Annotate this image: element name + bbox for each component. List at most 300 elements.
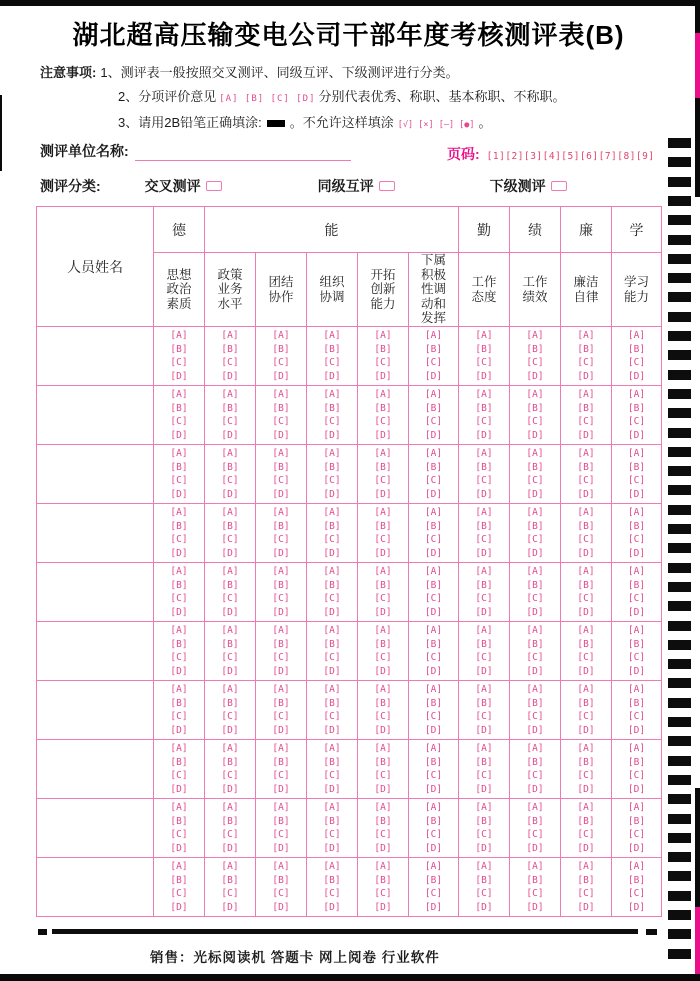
option-bubble[interactable]: [C] <box>424 711 443 722</box>
name-cell[interactable] <box>37 799 154 858</box>
option-bubble[interactable]: [A] <box>221 389 239 400</box>
option-bubble[interactable]: [B] <box>374 461 392 473</box>
option-bubble[interactable]: [C] <box>323 593 341 604</box>
option-bubble[interactable]: [C] <box>374 534 392 545</box>
option-bubble[interactable]: [D] <box>323 665 341 677</box>
option-bubble[interactable]: [A] <box>526 389 544 400</box>
option-bubble[interactable]: [A] <box>374 684 392 695</box>
option-bubble[interactable]: [B] <box>170 461 188 473</box>
option-bubble[interactable]: [C] <box>323 652 341 663</box>
option-bubble[interactable]: [B] <box>475 520 493 532</box>
option-bubble[interactable]: [B] <box>475 402 493 414</box>
option-bubble[interactable]: [D] <box>526 547 544 559</box>
option-bubble[interactable]: [C] <box>475 475 493 486</box>
option-bubble[interactable]: [B] <box>577 756 595 768</box>
option-bubble[interactable]: [B] <box>221 874 239 886</box>
option-bubble[interactable]: [D] <box>272 665 290 677</box>
option-bubble[interactable]: [C] <box>323 888 341 899</box>
option-bubble[interactable]: [C] <box>272 357 290 368</box>
option-bubble[interactable]: [B] <box>424 579 443 591</box>
option-bubble[interactable]: [D] <box>526 606 544 618</box>
option-bubble[interactable]: [D] <box>374 901 392 913</box>
option-bubble[interactable]: [B] <box>577 402 595 414</box>
option-bubble[interactable]: [A] <box>475 684 493 695</box>
option-bubble[interactable]: [B] <box>475 461 493 473</box>
option-bubble[interactable]: [D] <box>170 606 188 618</box>
option-bubble[interactable]: [D] <box>526 901 544 913</box>
name-cell[interactable] <box>37 504 154 563</box>
option-bubble[interactable]: [B] <box>374 874 392 886</box>
option-bubble[interactable]: [B] <box>221 343 239 355</box>
classification-option-subordinate[interactable] <box>490 176 567 196</box>
option-bubble[interactable]: [B] <box>424 520 443 532</box>
option-bubble[interactable]: [B] <box>424 815 443 827</box>
option-bubble[interactable]: [A] <box>526 566 544 577</box>
option-bubble[interactable]: [C] <box>424 829 443 840</box>
option-bubble[interactable]: [A] <box>577 566 595 577</box>
option-bubble[interactable]: [D] <box>374 370 392 382</box>
option-bubble[interactable]: [A] <box>424 389 443 400</box>
option-bubble[interactable]: [D] <box>323 370 341 382</box>
option-bubble[interactable]: [A] <box>475 330 493 341</box>
option-bubble[interactable]: [B] <box>170 874 188 886</box>
option-bubble[interactable]: [D] <box>526 370 544 382</box>
option-bubble[interactable]: [A] <box>221 566 239 577</box>
option-bubble[interactable]: [C] <box>577 357 595 368</box>
option-bubble[interactable]: [A] <box>374 330 392 341</box>
option-bubble[interactable]: [D] <box>475 665 493 677</box>
option-bubble[interactable]: [C] <box>374 711 392 722</box>
option-bubble[interactable]: [A] <box>221 507 239 518</box>
option-bubble[interactable]: [D] <box>323 842 341 854</box>
option-bubble[interactable]: [C] <box>526 416 544 427</box>
option-bubble[interactable]: [B] <box>526 815 544 827</box>
option-bubble[interactable]: [C] <box>374 829 392 840</box>
option-bubble[interactable]: [D] <box>221 724 239 736</box>
option-bubble[interactable]: [D] <box>526 665 544 677</box>
option-bubble[interactable]: [D] <box>577 488 595 500</box>
name-cell[interactable] <box>37 740 154 799</box>
option-bubble[interactable]: [C] <box>374 888 392 899</box>
option-bubble[interactable]: [B] <box>323 874 341 886</box>
option-bubble[interactable]: [A] <box>577 802 595 813</box>
option-bubble[interactable]: [B] <box>170 520 188 532</box>
option-bubble[interactable]: [C] <box>475 652 493 663</box>
option-bubble[interactable]: [D] <box>221 429 239 441</box>
option-bubble[interactable]: [D] <box>627 370 646 382</box>
option-bubble[interactable]: [A] <box>323 566 341 577</box>
option-bubble[interactable]: [D] <box>170 429 188 441</box>
name-cell[interactable] <box>37 563 154 622</box>
option-bubble[interactable]: [D] <box>577 665 595 677</box>
option-bubble[interactable]: [A] <box>577 389 595 400</box>
option-bubble[interactable]: [C] <box>627 534 646 545</box>
option-bubble[interactable]: [D] <box>627 783 646 795</box>
option-bubble[interactable]: [A] <box>374 389 392 400</box>
option-bubble[interactable]: [A] <box>272 861 290 872</box>
option-bubble[interactable]: [C] <box>272 711 290 722</box>
option-bubble[interactable]: [A] <box>272 743 290 754</box>
option-bubble[interactable]: [D] <box>272 842 290 854</box>
option-bubble[interactable]: [A] <box>424 448 443 459</box>
option-bubble[interactable]: [D] <box>627 665 646 677</box>
option-bubble[interactable]: [C] <box>627 770 646 781</box>
option-bubble[interactable]: [B] <box>526 638 544 650</box>
option-bubble[interactable]: [C] <box>526 475 544 486</box>
option-bubble[interactable]: [A] <box>272 330 290 341</box>
option-bubble[interactable]: [C] <box>374 416 392 427</box>
option-bubble[interactable]: [D] <box>374 783 392 795</box>
option-bubble[interactable]: [A] <box>323 802 341 813</box>
option-bubble[interactable]: [B] <box>221 579 239 591</box>
option-bubble[interactable]: [C] <box>424 888 443 899</box>
option-bubble[interactable]: [A] <box>170 389 188 400</box>
option-bubble[interactable]: [A] <box>221 684 239 695</box>
option-bubble[interactable]: [B] <box>526 461 544 473</box>
option-bubble[interactable]: [C] <box>526 770 544 781</box>
option-bubble[interactable]: [B] <box>475 638 493 650</box>
option-bubble[interactable]: [A] <box>526 743 544 754</box>
option-bubble[interactable]: [D] <box>627 724 646 736</box>
option-bubble[interactable]: [D] <box>272 370 290 382</box>
option-bubble[interactable]: [C] <box>170 593 188 604</box>
option-bubble[interactable]: [B] <box>627 520 646 532</box>
option-bubble[interactable]: [A] <box>323 389 341 400</box>
option-bubble[interactable]: [C] <box>424 357 443 368</box>
option-bubble[interactable]: [D] <box>170 901 188 913</box>
option-bubble[interactable]: [C] <box>627 711 646 722</box>
option-bubble[interactable]: [D] <box>424 429 443 441</box>
option-bubble[interactable]: [A] <box>627 802 646 813</box>
option-bubble[interactable]: [D] <box>323 429 341 441</box>
option-bubble[interactable]: [B] <box>577 520 595 532</box>
option-bubble[interactable]: [A] <box>475 625 493 636</box>
option-bubble[interactable]: [A] <box>323 448 341 459</box>
option-bubble[interactable]: [A] <box>424 625 443 636</box>
option-bubble[interactable]: [B] <box>526 697 544 709</box>
option-bubble[interactable]: [D] <box>577 606 595 618</box>
option-bubble[interactable]: [D] <box>374 606 392 618</box>
option-bubble[interactable]: [D] <box>627 901 646 913</box>
option-bubble[interactable]: [B] <box>424 697 443 709</box>
option-bubble[interactable]: [A] <box>577 448 595 459</box>
option-bubble[interactable]: [B] <box>627 461 646 473</box>
option-bubble[interactable]: [B] <box>577 697 595 709</box>
option-bubble[interactable]: [A] <box>475 802 493 813</box>
option-bubble[interactable]: [B] <box>424 874 443 886</box>
option-bubble[interactable]: [A] <box>424 330 443 341</box>
option-bubble[interactable]: [A] <box>221 448 239 459</box>
option-bubble[interactable]: [B] <box>170 343 188 355</box>
option-bubble[interactable]: [C] <box>627 888 646 899</box>
option-bubble[interactable]: [C] <box>323 711 341 722</box>
option-bubble[interactable]: [B] <box>627 638 646 650</box>
option-bubble[interactable]: [D] <box>577 724 595 736</box>
option-bubble[interactable]: [D] <box>374 724 392 736</box>
option-bubble[interactable]: [A] <box>170 861 188 872</box>
option-bubble[interactable]: [A] <box>170 507 188 518</box>
option-bubble[interactable]: [B] <box>272 461 290 473</box>
option-bubble[interactable]: [B] <box>272 697 290 709</box>
option-bubble[interactable]: [C] <box>577 652 595 663</box>
option-bubble[interactable]: [C] <box>627 416 646 427</box>
name-cell[interactable] <box>37 445 154 504</box>
option-bubble[interactable]: [B] <box>424 638 443 650</box>
option-bubble[interactable]: [D] <box>424 488 443 500</box>
option-bubble[interactable]: [B] <box>475 756 493 768</box>
option-bubble[interactable]: [A] <box>221 743 239 754</box>
option-bubble[interactable]: [A] <box>374 448 392 459</box>
option-bubble[interactable]: [A] <box>424 507 443 518</box>
option-bubble[interactable]: [C] <box>323 357 341 368</box>
option-bubble[interactable]: [A] <box>323 743 341 754</box>
option-bubble[interactable]: [A] <box>627 507 646 518</box>
option-bubble[interactable]: [C] <box>526 593 544 604</box>
option-bubble[interactable]: [D] <box>424 606 443 618</box>
option-bubble[interactable]: [D] <box>323 724 341 736</box>
option-bubble[interactable]: [B] <box>526 756 544 768</box>
option-bubble[interactable]: [A] <box>221 802 239 813</box>
option-bubble[interactable]: [A] <box>526 507 544 518</box>
option-bubble[interactable]: [C] <box>221 829 239 840</box>
option-bubble[interactable]: [D] <box>272 724 290 736</box>
option-bubble[interactable]: [B] <box>424 461 443 473</box>
option-bubble[interactable]: [C] <box>475 829 493 840</box>
option-bubble[interactable]: [D] <box>577 547 595 559</box>
classification-option-cross[interactable] <box>145 176 222 196</box>
option-bubble[interactable]: [C] <box>221 416 239 427</box>
option-bubble[interactable]: [D] <box>170 783 188 795</box>
option-bubble[interactable]: [C] <box>424 475 443 486</box>
option-bubble[interactable]: [A] <box>627 861 646 872</box>
classification-option-peer[interactable] <box>318 176 395 196</box>
option-bubble[interactable]: [C] <box>323 534 341 545</box>
option-bubble[interactable]: [C] <box>170 711 188 722</box>
option-bubble[interactable]: [A] <box>475 566 493 577</box>
option-bubble[interactable]: [B] <box>221 520 239 532</box>
option-bubble[interactable]: [C] <box>475 357 493 368</box>
option-bubble[interactable]: [A] <box>627 684 646 695</box>
option-bubble[interactable]: [C] <box>627 829 646 840</box>
option-bubble[interactable]: [B] <box>221 461 239 473</box>
option-bubble[interactable]: [A] <box>323 861 341 872</box>
option-bubble[interactable]: [A] <box>475 861 493 872</box>
option-bubble[interactable]: [D] <box>323 488 341 500</box>
option-bubble[interactable]: [D] <box>577 370 595 382</box>
option-bubble[interactable]: [A] <box>526 330 544 341</box>
option-bubble[interactable]: [B] <box>272 579 290 591</box>
option-bubble[interactable]: [D] <box>170 842 188 854</box>
option-bubble[interactable]: [C] <box>221 888 239 899</box>
option-bubble[interactable]: [A] <box>170 448 188 459</box>
option-bubble[interactable]: [D] <box>526 783 544 795</box>
option-bubble[interactable]: [B] <box>170 579 188 591</box>
option-bubble[interactable]: [C] <box>526 534 544 545</box>
option-bubble[interactable]: [A] <box>627 566 646 577</box>
option-bubble[interactable]: [B] <box>475 697 493 709</box>
option-bubble[interactable]: [C] <box>577 416 595 427</box>
option-bubble[interactable]: [C] <box>170 475 188 486</box>
option-bubble[interactable]: [A] <box>526 802 544 813</box>
option-bubble[interactable]: [C] <box>374 593 392 604</box>
option-bubble[interactable]: [C] <box>475 593 493 604</box>
option-bubble[interactable]: [C] <box>272 888 290 899</box>
option-bubble[interactable]: [B] <box>374 697 392 709</box>
option-bubble[interactable]: [B] <box>170 402 188 414</box>
option-bubble[interactable]: [A] <box>170 684 188 695</box>
option-bubble[interactable]: [B] <box>272 756 290 768</box>
option-bubble[interactable]: [B] <box>374 815 392 827</box>
option-bubble[interactable]: [B] <box>424 402 443 414</box>
option-bubble[interactable]: [D] <box>424 547 443 559</box>
option-bubble[interactable]: [C] <box>323 829 341 840</box>
option-bubble[interactable]: [D] <box>221 901 239 913</box>
option-bubble[interactable]: [A] <box>221 625 239 636</box>
option-bubble[interactable]: [B] <box>323 579 341 591</box>
option-bubble[interactable]: [C] <box>221 770 239 781</box>
option-bubble[interactable]: [A] <box>374 625 392 636</box>
option-bubble[interactable]: [D] <box>170 488 188 500</box>
option-bubble[interactable]: [A] <box>323 330 341 341</box>
option-bubble[interactable]: [A] <box>374 566 392 577</box>
option-bubble[interactable]: [C] <box>475 770 493 781</box>
option-bubble[interactable]: [D] <box>475 901 493 913</box>
option-bubble[interactable]: [C] <box>475 888 493 899</box>
option-bubble[interactable]: [A] <box>170 566 188 577</box>
option-bubble[interactable]: [D] <box>221 783 239 795</box>
option-bubble[interactable]: [D] <box>323 606 341 618</box>
option-bubble[interactable]: [C] <box>526 888 544 899</box>
option-bubble[interactable]: [A] <box>577 330 595 341</box>
option-bubble[interactable]: [D] <box>577 901 595 913</box>
subordinate-eval-checkbox[interactable] <box>551 181 567 191</box>
option-bubble[interactable]: [C] <box>526 357 544 368</box>
option-bubble[interactable]: [B] <box>323 697 341 709</box>
option-bubble[interactable]: [A] <box>475 507 493 518</box>
option-bubble[interactable]: [C] <box>526 711 544 722</box>
name-cell[interactable] <box>37 622 154 681</box>
option-bubble[interactable]: [A] <box>170 330 188 341</box>
option-bubble[interactable]: [A] <box>424 684 443 695</box>
option-bubble[interactable]: [C] <box>577 770 595 781</box>
option-bubble[interactable]: [D] <box>627 429 646 441</box>
option-bubble[interactable]: [D] <box>374 842 392 854</box>
option-bubble[interactable]: [A] <box>627 389 646 400</box>
option-bubble[interactable]: [B] <box>221 402 239 414</box>
option-bubble[interactable]: [A] <box>577 684 595 695</box>
option-bubble[interactable]: [C] <box>424 593 443 604</box>
option-bubble[interactable]: [B] <box>170 638 188 650</box>
option-bubble[interactable]: [D] <box>374 665 392 677</box>
option-bubble[interactable]: [C] <box>627 652 646 663</box>
option-bubble[interactable]: [A] <box>424 743 443 754</box>
option-bubble[interactable]: [D] <box>272 488 290 500</box>
option-bubble[interactable]: [B] <box>627 402 646 414</box>
option-bubble[interactable]: [C] <box>170 357 188 368</box>
option-bubble[interactable]: [C] <box>577 475 595 486</box>
option-bubble[interactable]: [B] <box>627 874 646 886</box>
option-bubble[interactable]: [B] <box>577 343 595 355</box>
option-bubble[interactable]: [A] <box>526 861 544 872</box>
option-bubble[interactable]: [A] <box>272 802 290 813</box>
option-bubble[interactable]: [D] <box>526 724 544 736</box>
option-bubble[interactable]: [D] <box>577 783 595 795</box>
option-bubble[interactable]: [D] <box>424 724 443 736</box>
option-bubble[interactable]: [C] <box>374 475 392 486</box>
option-bubble[interactable]: [C] <box>221 652 239 663</box>
option-bubble[interactable]: [A] <box>526 448 544 459</box>
option-bubble[interactable]: [B] <box>424 343 443 355</box>
option-bubble[interactable]: [B] <box>170 756 188 768</box>
option-bubble[interactable]: [A] <box>221 330 239 341</box>
option-bubble[interactable]: [D] <box>475 842 493 854</box>
option-bubble[interactable]: [C] <box>272 534 290 545</box>
option-bubble[interactable]: [D] <box>577 429 595 441</box>
option-bubble[interactable]: [C] <box>272 416 290 427</box>
option-bubble[interactable]: [B] <box>374 756 392 768</box>
option-bubble[interactable]: [A] <box>577 507 595 518</box>
option-bubble[interactable]: [B] <box>577 874 595 886</box>
option-bubble[interactable]: [B] <box>170 697 188 709</box>
option-bubble[interactable]: [C] <box>221 593 239 604</box>
option-bubble[interactable]: [D] <box>475 724 493 736</box>
option-bubble[interactable]: [D] <box>627 547 646 559</box>
option-bubble[interactable]: [B] <box>374 520 392 532</box>
option-bubble[interactable]: [C] <box>323 770 341 781</box>
option-bubble[interactable]: [B] <box>221 638 239 650</box>
option-bubble[interactable]: [A] <box>526 625 544 636</box>
option-bubble[interactable]: [B] <box>221 815 239 827</box>
option-bubble[interactable]: [B] <box>272 815 290 827</box>
option-bubble[interactable]: [C] <box>221 711 239 722</box>
option-bubble[interactable]: [C] <box>475 534 493 545</box>
option-bubble[interactable]: [C] <box>221 475 239 486</box>
option-bubble[interactable]: [D] <box>374 429 392 441</box>
option-bubble[interactable]: [B] <box>526 874 544 886</box>
option-bubble[interactable]: [A] <box>221 861 239 872</box>
option-bubble[interactable]: [C] <box>424 416 443 427</box>
option-bubble[interactable]: [B] <box>323 461 341 473</box>
option-bubble[interactable]: [B] <box>475 874 493 886</box>
option-bubble[interactable]: [D] <box>272 429 290 441</box>
option-bubble[interactable]: [C] <box>424 770 443 781</box>
option-bubble[interactable]: [C] <box>323 475 341 486</box>
option-bubble[interactable]: [B] <box>627 343 646 355</box>
option-bubble[interactable]: [C] <box>526 829 544 840</box>
option-bubble[interactable]: [C] <box>170 652 188 663</box>
option-bubble[interactable]: [D] <box>475 488 493 500</box>
option-bubble[interactable]: [D] <box>272 783 290 795</box>
option-bubble[interactable]: [B] <box>323 343 341 355</box>
peer-eval-checkbox[interactable] <box>379 181 395 191</box>
option-bubble[interactable]: [C] <box>424 652 443 663</box>
option-bubble[interactable]: [C] <box>221 357 239 368</box>
option-bubble[interactable]: [B] <box>323 638 341 650</box>
option-bubble[interactable]: [D] <box>170 370 188 382</box>
option-bubble[interactable]: [B] <box>272 638 290 650</box>
option-bubble[interactable]: [D] <box>526 842 544 854</box>
option-bubble[interactable]: [D] <box>577 842 595 854</box>
option-bubble[interactable]: [B] <box>627 815 646 827</box>
option-bubble[interactable]: [D] <box>627 606 646 618</box>
option-bubble[interactable]: [C] <box>475 416 493 427</box>
option-bubble[interactable]: [D] <box>221 370 239 382</box>
option-bubble[interactable]: [A] <box>475 389 493 400</box>
option-bubble[interactable]: [B] <box>323 402 341 414</box>
option-bubble[interactable]: [D] <box>323 783 341 795</box>
option-bubble[interactable]: [B] <box>272 402 290 414</box>
option-bubble[interactable]: [B] <box>323 520 341 532</box>
